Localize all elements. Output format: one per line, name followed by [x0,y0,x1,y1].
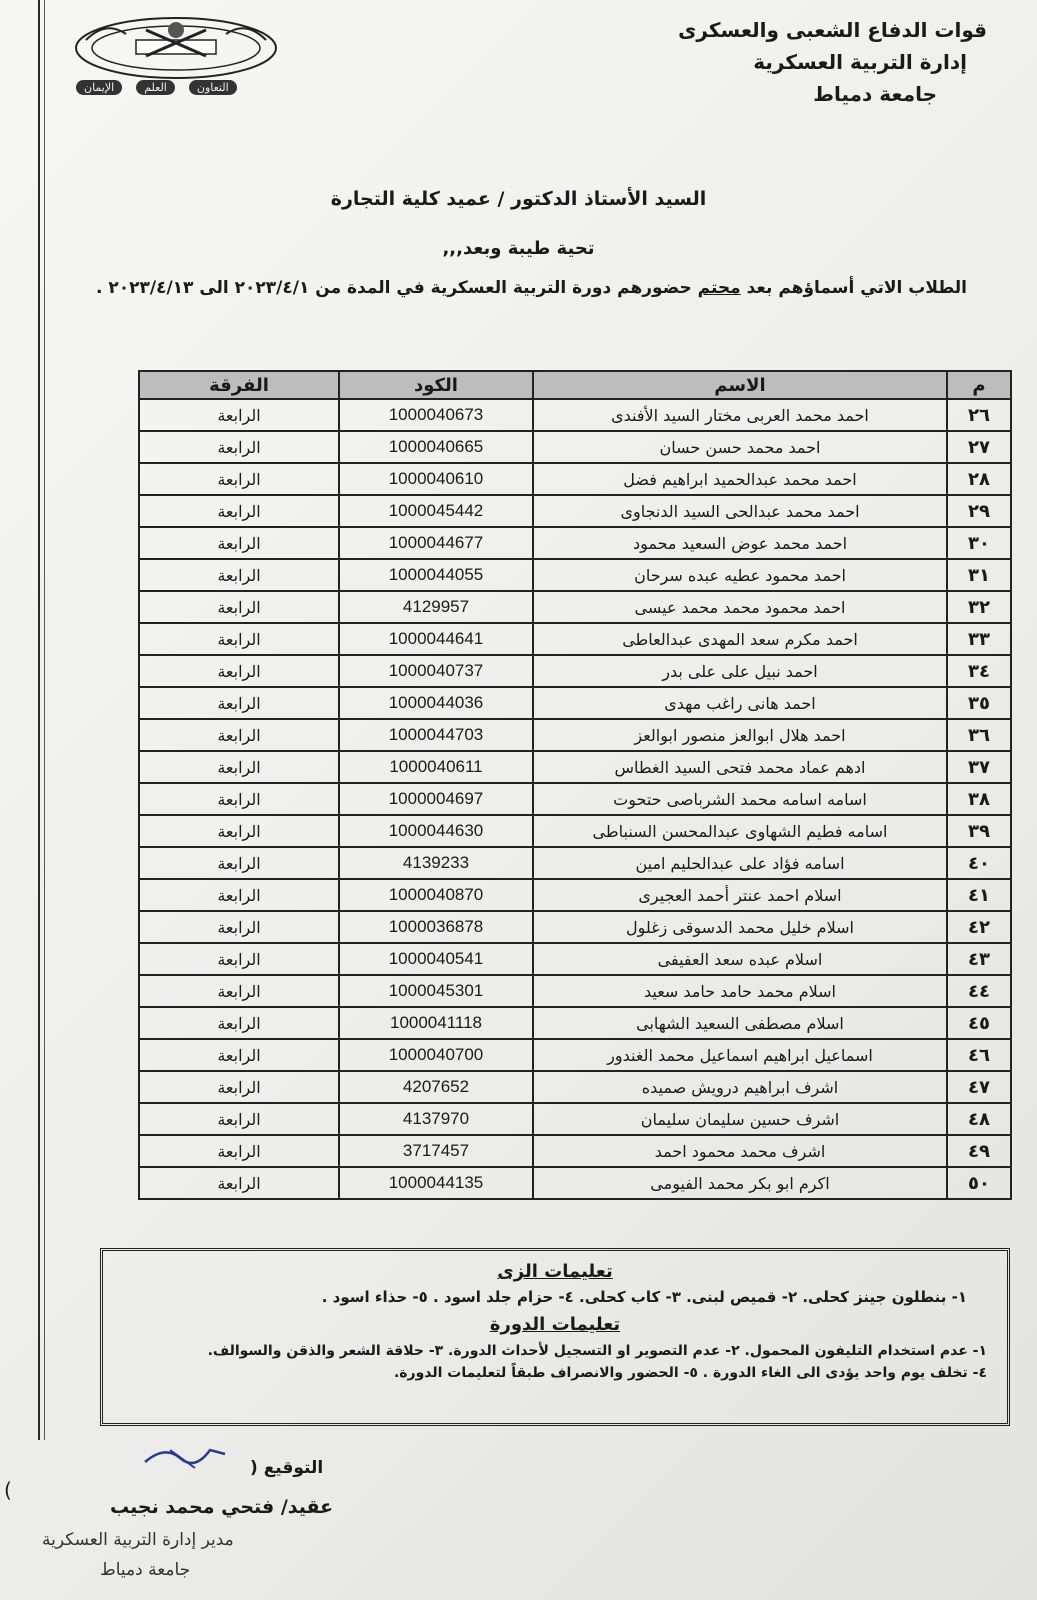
row-level: الرابعة [139,399,339,431]
row-num: ٤٣ [947,943,1011,975]
row-name: اسامه فؤاد على عبدالحليم امين [533,847,947,879]
org-line-2: إدارة التربية العسكرية [753,50,967,74]
course-instructions-line-1: ١- عدم استخدام التليفون المحمول. ٢- عدم التصوير او التسجيل لأحداث الدورة. ٣- حلاقة الشعر والذقن والسوالف. [207,1343,987,1359]
table-row [139,527,1011,559]
org-line-3: جامعة دمياط [813,82,937,106]
signatory-university: جامعة دمياط [100,1560,191,1580]
row-level: الرابعة [139,975,339,1007]
row-num: ٣١ [947,559,1011,591]
row-level: الرابعة [139,879,339,911]
row-code: 1000045442 [339,495,533,527]
row-name: احمد محمد حسن حسان [533,431,947,463]
table-row [139,559,1011,591]
header-level: الفرقة [139,371,339,399]
row-code: 1000044055 [339,559,533,591]
row-code: 1000036878 [339,911,533,943]
header-num: م [947,371,1011,399]
row-name: اكرم ابو بكر محمد الفيومى [533,1167,947,1199]
table-header-row [139,371,1011,399]
letter-greeting: تحية طيبة وبعد,,, [442,238,595,259]
table-row [139,719,1011,751]
table-row [139,687,1011,719]
table-body [139,399,1011,1199]
letter-intro [96,278,967,298]
table-row [139,879,1011,911]
row-num: ٤٢ [947,911,1011,943]
row-level: الرابعة [139,463,339,495]
row-level: الرابعة [139,1167,339,1199]
row-code: 3717457 [339,1135,533,1167]
row-level: الرابعة [139,911,339,943]
row-num: ٤٨ [947,1103,1011,1135]
row-code: 4137970 [339,1103,533,1135]
row-num: ٤٤ [947,975,1011,1007]
signatory-role: مدير إدارة التربية العسكرية [42,1530,234,1550]
row-level: الرابعة [139,1007,339,1039]
emblem-logo [66,10,286,110]
row-name: ادهم عماد محمد فتحى السيد الغطاس [533,751,947,783]
uniform-instructions-title: تعليمات الزى [497,1261,613,1282]
row-code: 1000040610 [339,463,533,495]
signature-scribble-icon [140,1440,230,1470]
course-instructions-line-2: ٤- تخلف يوم واحد يؤدى الى الغاء الدورة . ٥- الحضور والانصراف طبقاً لتعليمات الدورة. [393,1365,987,1381]
logo-label-3: الإيمان [76,80,122,95]
row-code: 1000040665 [339,431,533,463]
row-level: الرابعة [139,815,339,847]
row-num: ٢٦ [947,399,1011,431]
intro-text-start: الطلاب الاتي أسماؤهم بعد [740,278,967,298]
table-row [139,1071,1011,1103]
row-num: ٣٩ [947,815,1011,847]
signature-closing-paren: ) [4,1478,12,1502]
org-line-1: قوات الدفاع الشعبى والعسكرى [678,18,987,42]
row-num: ٣٠ [947,527,1011,559]
table-row [139,655,1011,687]
table-row [139,399,1011,431]
row-num: ٤١ [947,879,1011,911]
row-code: 4129957 [339,591,533,623]
row-name: احمد محمد عوض السعيد محمود [533,527,947,559]
row-code: 1000044630 [339,815,533,847]
row-code: 1000044703 [339,719,533,751]
row-level: الرابعة [139,847,339,879]
table-row [139,1135,1011,1167]
signature-label: التوقيع ( [250,1458,324,1478]
table-row [139,847,1011,879]
header-name: الاسم [533,371,947,399]
row-name: احمد هلال ابوالعز منصور ابوالعز [533,719,947,751]
student-roster-table [138,370,1012,1200]
row-level: الرابعة [139,1103,339,1135]
row-level: الرابعة [139,591,339,623]
row-num: ٣٢ [947,591,1011,623]
row-num: ٣٤ [947,655,1011,687]
logo-label-2: العلم [136,80,175,95]
signatory-name: عقيد/ فتحي محمد نجيب [110,1496,334,1518]
row-name: احمد محمود محمد محمد عيسى [533,591,947,623]
row-name: اسلام احمد عنتر أحمد العجيرى [533,879,947,911]
row-code: 1000044135 [339,1167,533,1199]
row-code: 1000040737 [339,655,533,687]
row-name: اسلام مصطفى السعيد الشهابى [533,1007,947,1039]
row-level: الرابعة [139,943,339,975]
row-name: اسامه اسامه محمد الشرباصى حتحوت [533,783,947,815]
emblem-icon [66,10,286,110]
logo-label-1: التعاون [189,80,237,95]
table-row [139,1103,1011,1135]
intro-text-end: حضورهم دورة التربية العسكرية في المدة من ٢٠٢٣/٤/١ الى ٢٠٢٣/٤/١٣ . [95,278,698,298]
row-code: 1000044677 [339,527,533,559]
row-level: الرابعة [139,431,339,463]
table-row [139,975,1011,1007]
row-num: ٢٨ [947,463,1011,495]
row-code: 1000040673 [339,399,533,431]
row-level: الرابعة [139,687,339,719]
row-code: 1000040541 [339,943,533,975]
row-name: اشرف حسين سليمان سليمان [533,1103,947,1135]
row-code: 4139233 [339,847,533,879]
table-row [139,815,1011,847]
table-row [139,943,1011,975]
row-name: اسلام خليل محمد الدسوقى زغلول [533,911,947,943]
row-name: احمد محمود عطيه عبده سرحان [533,559,947,591]
row-num: ٤٥ [947,1007,1011,1039]
row-num: ٤٩ [947,1135,1011,1167]
table-row [139,591,1011,623]
row-level: الرابعة [139,495,339,527]
row-num: ٣٧ [947,751,1011,783]
row-code: 1000004697 [339,783,533,815]
row-num: ٤٠ [947,847,1011,879]
table-row [139,783,1011,815]
row-name: احمد نبيل على على بدر [533,655,947,687]
row-code: 1000045301 [339,975,533,1007]
row-name: اسلام عبده سعد العفيفى [533,943,947,975]
instructions-box [100,1248,1010,1426]
row-code: 1000040870 [339,879,533,911]
row-num: ٣٨ [947,783,1011,815]
row-num: ٥٠ [947,1167,1011,1199]
row-num: ٢٧ [947,431,1011,463]
row-name: احمد محمد عبدالحى السيد الدنجاوى [533,495,947,527]
row-num: ٢٩ [947,495,1011,527]
row-code: 1000044641 [339,623,533,655]
row-level: الرابعة [139,751,339,783]
row-name: اسلام محمد حامد حامد سعيد [533,975,947,1007]
row-num: ٤٧ [947,1071,1011,1103]
row-level: الرابعة [139,719,339,751]
row-level: الرابعة [139,1039,339,1071]
header-code: الكود [339,371,533,399]
row-num: ٤٦ [947,1039,1011,1071]
row-code: 1000044036 [339,687,533,719]
row-level: الرابعة [139,655,339,687]
intro-underlined-word: محتم [697,278,741,298]
table-row [139,1039,1011,1071]
course-instructions-title: تعليمات الدورة [489,1314,621,1335]
table-row [139,1007,1011,1039]
row-name: احمد هانى راغب مهدى [533,687,947,719]
row-code: 1000040611 [339,751,533,783]
row-code: 4207652 [339,1071,533,1103]
row-level: الرابعة [139,559,339,591]
row-name: اسامه فطيم الشهاوى عبدالمحسن السنباطى [533,815,947,847]
row-name: اشرف محمد محمود احمد [533,1135,947,1167]
row-level: الرابعة [139,1071,339,1103]
table-row [139,751,1011,783]
table-row [139,911,1011,943]
letter-addressee: السيد الأستاذ الدكتور / عميد كلية التجارة [330,188,707,210]
row-num: ٣٥ [947,687,1011,719]
organization-header [678,14,987,110]
table-row [139,431,1011,463]
row-name: اشرف ابراهيم درويش صميده [533,1071,947,1103]
row-name: احمد محمد عبدالحميد ابراهيم فضل [533,463,947,495]
row-code: 1000040700 [339,1039,533,1071]
table-row [139,463,1011,495]
row-name: احمد مكرم سعد المهدى عبدالعاطى [533,623,947,655]
table-row [139,623,1011,655]
margin-rule-inner [44,0,45,1440]
table-row [139,1167,1011,1199]
row-level: الرابعة [139,1135,339,1167]
row-name: اسماعيل ابراهيم اسماعيل محمد الغندور [533,1039,947,1071]
uniform-instructions-line: ١- بنطلون جينز كحلى. ٢- قميص لبنى. ٣- كاب كحلى. ٤- حزام جلد اسود . ٥- حذاء اسود . [321,1288,967,1306]
row-name: احمد محمد العربى مختار السيد الأفندى [533,399,947,431]
row-level: الرابعة [139,783,339,815]
row-level: الرابعة [139,623,339,655]
table-row [139,495,1011,527]
margin-rule [38,0,40,1440]
row-level: الرابعة [139,527,339,559]
row-code: 1000041118 [339,1007,533,1039]
row-num: ٣٣ [947,623,1011,655]
row-num: ٣٦ [947,719,1011,751]
